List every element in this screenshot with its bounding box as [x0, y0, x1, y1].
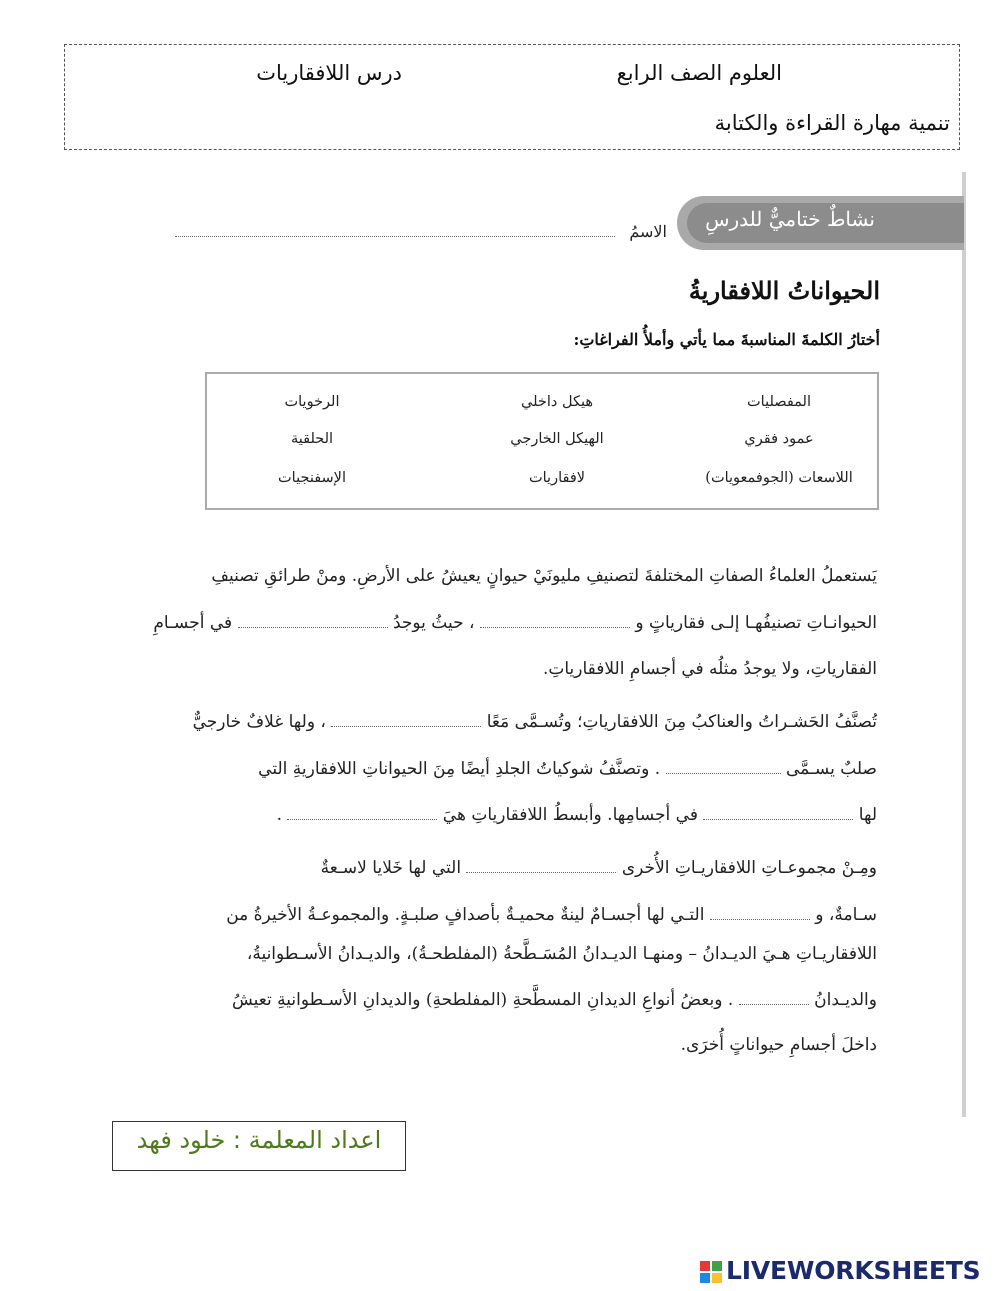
word-bank-item: اللاسعات (الجوفمعويات) [705, 470, 853, 486]
brand-name: LIVEWORKSHEETS [726, 1256, 981, 1285]
paragraph2-line2 [258, 759, 877, 779]
paragraph2-text: تُصنَّفُ الحَشـراتُ والعناكبُ مِنَ اللافقارياتِ؛ وتُسـمَّى مَعًا [486, 712, 877, 732]
header-subject: العلوم الصف الرابع [616, 61, 782, 85]
author-credit: اعداد المعلمة : خلود فهد [136, 1126, 382, 1154]
paragraph3-line1 [321, 858, 877, 878]
paragraph1-line2 [153, 613, 877, 633]
word-bank-item: الرخويات [284, 394, 340, 410]
liveworksheets-logo-icon [700, 1261, 722, 1283]
paragraph2-text: لها [858, 805, 877, 825]
paragraph1-line1: يَستعملُ العلماءُ الصفاتِ المختلفةَ لتصنيفِ مليونَيْ حيوانٍ يعيشُ على الأرضِ. ومنْ طرائقِ تصنيفِ [211, 566, 877, 586]
word-bank-item: الحلقية [290, 431, 334, 447]
paragraph3-text: والديـدانُ [814, 990, 877, 1010]
blank-8[interactable] [710, 913, 810, 920]
word-bank-item: الإسفنجيات [278, 470, 346, 486]
paragraph3-text: ومِـنْ مجموعـاتِ اللافقاريـاتِ الأُخرى [621, 858, 877, 878]
blank-5[interactable] [703, 813, 853, 820]
paragraph1-text: في أجسـامِ [153, 613, 233, 633]
paragraph1-text: ، حيثُ يوجدُ [392, 613, 475, 633]
paragraph1-text: الحيوانـاتِ تصنيفُهـا إلـى فقارياتٍ و [635, 613, 877, 633]
name-label: الاسمُ [629, 222, 667, 241]
page-edge-bar [962, 172, 966, 1117]
name-field[interactable] [175, 236, 615, 237]
paragraph3-line2 [226, 905, 877, 925]
blank-9[interactable] [739, 998, 809, 1005]
paragraph2-text: . [276, 805, 282, 825]
paragraph2-text: صلبٌ يسـمَّى [785, 759, 877, 779]
blank-3[interactable] [331, 720, 481, 727]
paragraph3-line4 [232, 990, 877, 1010]
word-bank-item: لافقاريات [528, 470, 586, 486]
blank-2[interactable] [238, 621, 388, 628]
instruction: أختارُ الكلمةَ المناسبةَ مما يأتي وأملأُ الفراغاتِ: [573, 330, 880, 349]
paragraph3-line5: داخلَ أجسامِ حيواناتٍ أُخرَى. [680, 1035, 877, 1055]
paragraph3-text: التي لها خَلايا لاسـعةٌ [320, 858, 462, 878]
paragraph2-text: في أجسامِها. وأبسطُ اللافقارياتِ هيَ [442, 805, 698, 825]
word-bank [205, 372, 879, 510]
activity-banner-label: نشاطٌ ختاميٌّ للدرسِ [705, 207, 875, 231]
word-bank-item: الهيكل الخارجي [510, 431, 604, 447]
paragraph3-text: . وبعضُ أنواعِ الديدانِ المسطَّحةِ (المفلطحةِ) والديدانِ الأسـطوانيةِ تعيشُ [232, 990, 734, 1010]
paragraph2-line3 [277, 805, 877, 825]
paragraph3-text: التـي لها أجسـامٌ لينةٌ محميـةٌ بأصدافٍ صلبـةٍ. والمجموعـةُ الأخيرةُ من [226, 905, 705, 925]
page-title: الحيواناتُ اللافقاريةُ [688, 276, 880, 305]
word-bank-item: عمود فقري [744, 431, 814, 447]
paragraph3-line3: اللافقاريـاتِ هـيَ الديـدانُ – ومنهـا الديـدانُ المُسَـطَّحةُ (المفلطحـةُ)، والديـدانُ الأسـطوانيةُ، [246, 944, 877, 964]
blank-1[interactable] [480, 621, 630, 628]
paragraph3-text: سـامةٌ، و [815, 905, 877, 925]
header-lesson: درس اللافقاريات [256, 61, 402, 85]
paragraph2-text: . وتصنَّفُ شوكياتُ الجلدِ أيضًا مِنَ الحيواناتِ اللافقاريةِ التي [258, 759, 661, 779]
paragraph2-text: ، ولها غلافٌ خارجيٌّ [192, 712, 326, 732]
blank-7[interactable] [466, 866, 616, 873]
blank-6[interactable] [287, 813, 437, 820]
paragraph1-line3: الفقارياتِ، ولا يوجدُ مثلُه في أجسامِ اللافقارياتِ. [542, 659, 877, 679]
word-bank-item: هيكل داخلي [521, 394, 593, 410]
paragraph2-line1 [193, 712, 877, 732]
header-skill: تنمية مهارة القراءة والكتابة [714, 111, 950, 135]
word-bank-item: المفصليات [747, 394, 811, 410]
blank-4[interactable] [666, 767, 781, 774]
